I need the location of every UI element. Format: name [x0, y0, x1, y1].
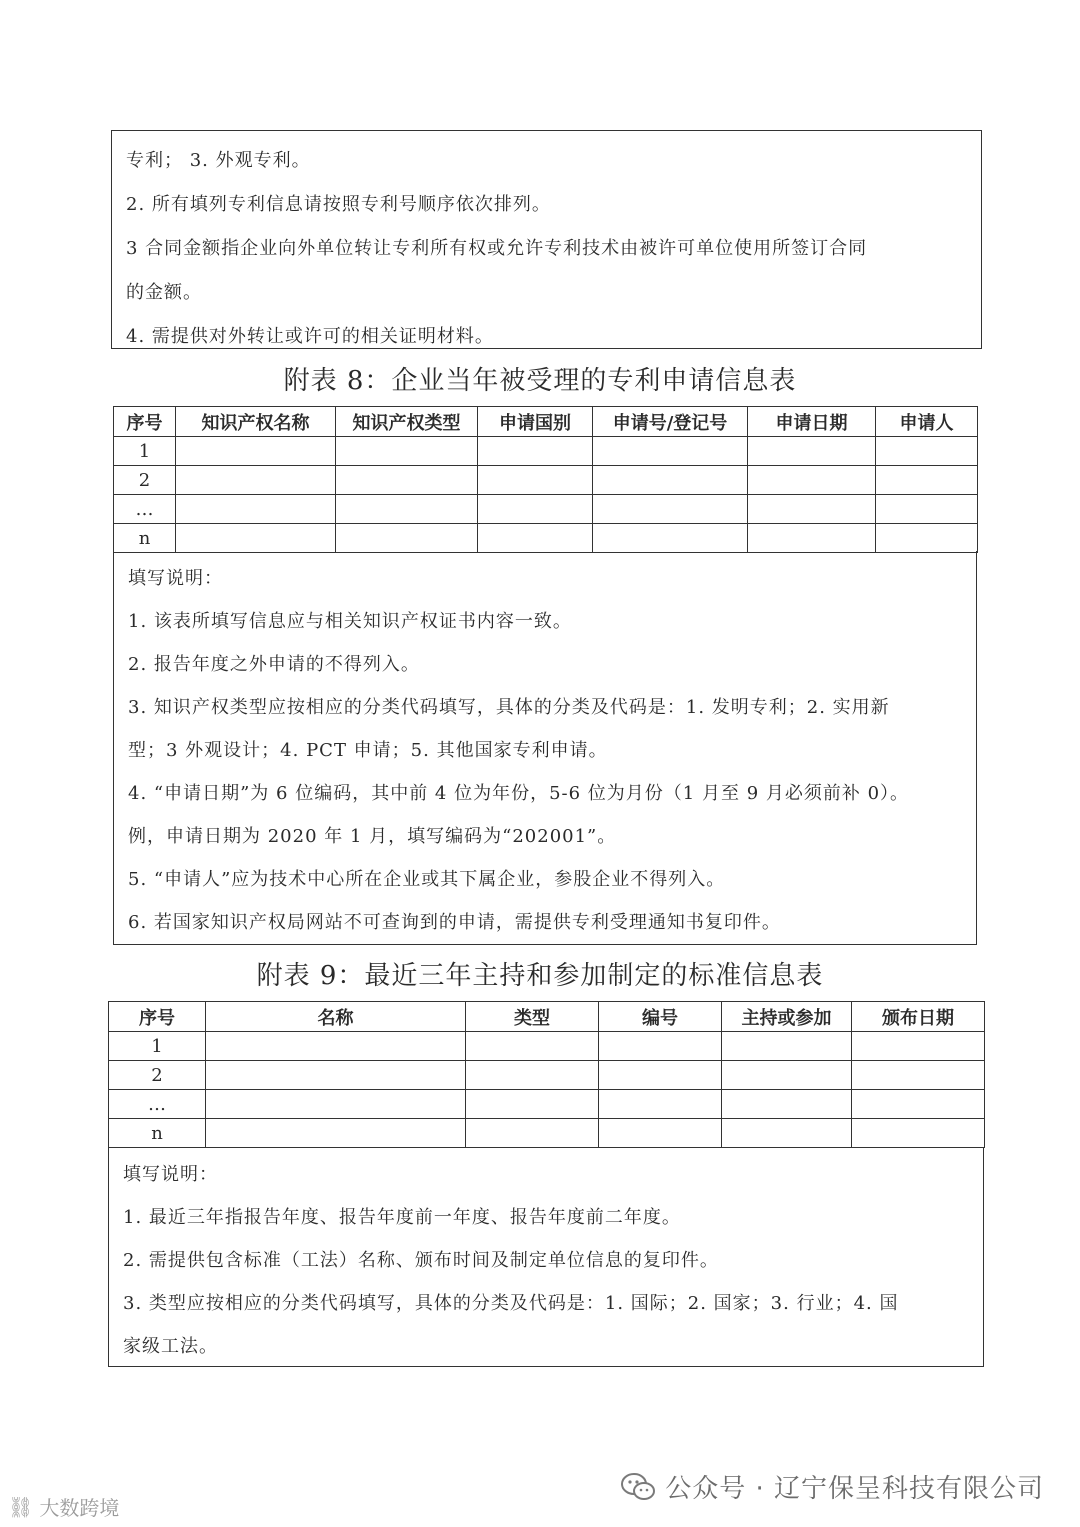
table9-notes: [108, 1147, 984, 1367]
note-line: 1. 该表所填写信息应与相关知识产权证书内容一致。: [128, 611, 572, 632]
col-header-seq: 序号: [109, 1002, 206, 1032]
table-cell: [176, 495, 336, 524]
table-cell: [722, 1061, 852, 1090]
table-row: [114, 495, 978, 524]
table9-header-row: [109, 1002, 985, 1032]
table9-title: 附表 9：最近三年主持和参加制定的标准信息表: [256, 961, 824, 991]
col-header-applicant: 申请人: [876, 407, 978, 437]
col-header-issue-date: 颁布日期: [852, 1002, 985, 1032]
table-cell: [478, 437, 593, 466]
top-note-line: 的金额。: [126, 282, 202, 303]
table-cell: [206, 1032, 466, 1061]
top-note-line: 4. 需提供对外转让或许可的相关证明材料。: [126, 326, 494, 347]
table-cell: [599, 1119, 722, 1148]
col-header-role: 主持或参加: [722, 1002, 852, 1032]
col-header-name: 名称: [206, 1002, 466, 1032]
table-cell: [176, 466, 336, 495]
note-line: 2. 需提供包含标准（工法）名称、颁布时间及制定单位信息的复印件。: [123, 1250, 719, 1271]
table-row: [114, 466, 978, 495]
table-cell: [748, 437, 876, 466]
table-cell: [748, 524, 876, 553]
table8-notes: [113, 551, 977, 945]
table-row: [109, 1119, 985, 1148]
note-line: 5. “申请人”应为技术中心所在企业或其下属企业，参股企业不得列入。: [128, 869, 726, 890]
note-line: 3. 知识产权类型应按相应的分类代码填写，具体的分类及代码是：1. 发明专利；2. 实用新: [128, 697, 890, 718]
table9: [108, 1001, 985, 1148]
table-row: [109, 1061, 985, 1090]
top-note-line: 2. 所有填列专利信息请按照专利号顺序依次排列。: [126, 194, 551, 215]
table8-header-row: [114, 407, 978, 437]
corner-mark: [8, 1492, 119, 1521]
table-cell: [599, 1032, 722, 1061]
table-cell: [852, 1061, 985, 1090]
link-icon: ⛓: [8, 1494, 34, 1519]
col-header-app-number: 申请号/登记号: [593, 407, 748, 437]
watermark-text: 公众号 · 辽宁保呈科技有限公司: [665, 1474, 1044, 1504]
table-cell: [599, 1061, 722, 1090]
note-line: 家级工法。: [123, 1336, 218, 1357]
row-seq: …: [114, 495, 176, 524]
row-seq: …: [109, 1090, 206, 1119]
row-seq: 2: [109, 1061, 206, 1090]
note-line: 1. 最近三年指报告年度、报告年度前一年度、报告年度前二年度。: [123, 1207, 681, 1228]
table-cell: [176, 524, 336, 553]
note-heading: 填写说明：: [128, 568, 223, 589]
table8: [113, 406, 978, 553]
note-line: 例，申请日期为 2020 年 1 月，填写编码为“202001”。: [128, 826, 617, 847]
wechat-icon: [621, 1472, 655, 1502]
col-header-country: 申请国别: [478, 407, 593, 437]
top-notes-box: [111, 130, 982, 349]
col-header-type: 类型: [466, 1002, 599, 1032]
table-row: [109, 1032, 985, 1061]
table-cell: [852, 1090, 985, 1119]
table8-title: 附表 8：企业当年被受理的专利申请信息表: [283, 366, 797, 396]
table-cell: [478, 495, 593, 524]
note-heading: 填写说明：: [123, 1164, 218, 1185]
table-row: [114, 524, 978, 553]
table-cell: [466, 1032, 599, 1061]
table-cell: [206, 1090, 466, 1119]
col-header-ip-type: 知识产权类型: [336, 407, 478, 437]
col-header-number: 编号: [599, 1002, 722, 1032]
table-cell: [876, 466, 978, 495]
table-cell: [593, 495, 748, 524]
table-cell: [876, 495, 978, 524]
col-header-seq: 序号: [114, 407, 176, 437]
col-header-ip-name: 知识产权名称: [176, 407, 336, 437]
col-header-app-date: 申请日期: [748, 407, 876, 437]
table-cell: [876, 437, 978, 466]
table-row: [114, 437, 978, 466]
table-cell: [466, 1119, 599, 1148]
table-cell: [748, 466, 876, 495]
table-cell: [336, 466, 478, 495]
table-cell: [722, 1119, 852, 1148]
row-seq: n: [114, 524, 176, 553]
top-note-line: 专利； 3. 外观专利。: [126, 150, 311, 171]
row-seq: 2: [114, 466, 176, 495]
note-line: 6. 若国家知识产权局网站不可查询到的申请，需提供专利受理通知书复印件。: [128, 912, 781, 933]
watermark: [621, 1468, 1044, 1505]
row-seq: n: [109, 1119, 206, 1148]
table-cell: [852, 1032, 985, 1061]
table-cell: [593, 466, 748, 495]
top-note-line: 3 合同金额指企业向外单位转让专利所有权或允许专利技术由被许可单位使用所签订合同: [126, 238, 868, 259]
table-cell: [478, 466, 593, 495]
table-cell: [336, 437, 478, 466]
table-cell: [599, 1090, 722, 1119]
table-cell: [206, 1061, 466, 1090]
corner-mark-text: 大数跨境: [39, 1496, 120, 1520]
row-seq: 1: [109, 1032, 206, 1061]
row-seq: 1: [114, 437, 176, 466]
table-cell: [176, 437, 336, 466]
table-cell: [722, 1090, 852, 1119]
table-cell: [722, 1032, 852, 1061]
table-cell: [336, 495, 478, 524]
table-cell: [466, 1090, 599, 1119]
note-line: 型；3 外观设计；4. PCT 申请；5. 其他国家专利申请。: [128, 740, 608, 761]
table-cell: [748, 495, 876, 524]
table-cell: [478, 524, 593, 553]
note-line: 2. 报告年度之外申请的不得列入。: [128, 654, 420, 675]
table-cell: [206, 1119, 466, 1148]
note-line: 4. “申请日期”为 6 位编码，其中前 4 位为年份，5-6 位为月份（1 月至 9 月必须前补 0）。: [128, 783, 910, 804]
table-cell: [876, 524, 978, 553]
table-cell: [336, 524, 478, 553]
table-cell: [466, 1061, 599, 1090]
note-line: 3. 类型应按相应的分类代码填写，具体的分类及代码是：1. 国际；2. 国家；3. 行业；4. 国: [123, 1293, 899, 1314]
table-cell: [593, 524, 748, 553]
table-cell: [593, 437, 748, 466]
table-row: [109, 1090, 985, 1119]
table-cell: [852, 1119, 985, 1148]
